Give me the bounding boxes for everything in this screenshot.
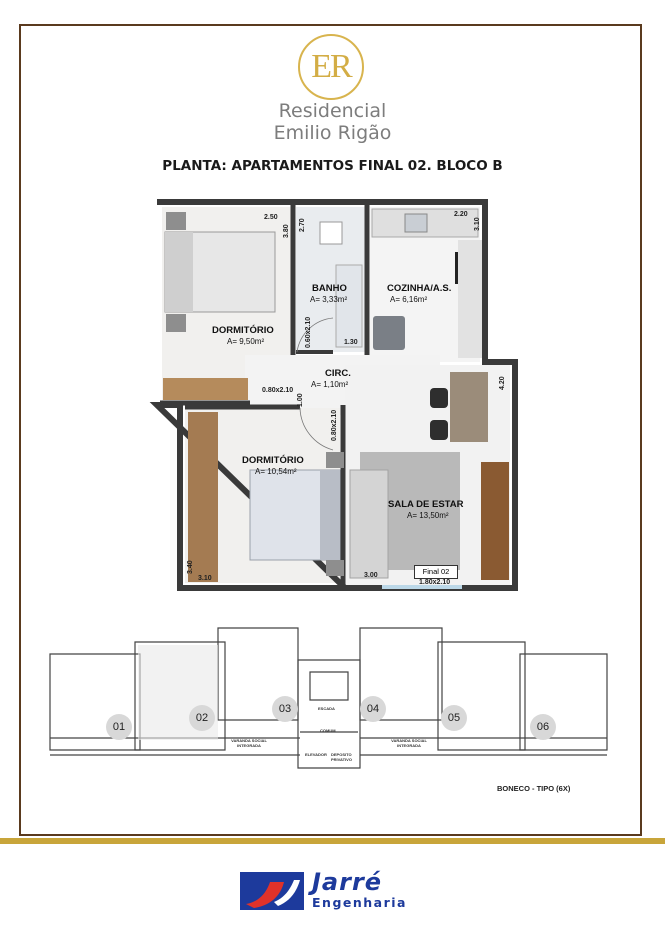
dim-bed2-width: 3.10	[198, 575, 212, 582]
nightstand-1b	[166, 314, 186, 332]
dim-window-living: 1.80x2.10	[419, 579, 451, 586]
nightstand-1a	[166, 212, 186, 230]
room-name-bath: BANHO	[312, 283, 347, 294]
side-counter	[458, 240, 482, 358]
nightstand-2b	[326, 560, 344, 576]
brand-name-line1: Residencial	[278, 100, 387, 122]
dim-bed2-height: 3.40	[187, 560, 194, 574]
label-balcony-right: VARANDA SOCIAL INTEGRADA	[391, 738, 427, 748]
dim-living-width: 3.00	[364, 572, 378, 579]
room-name-living: SALA DE ESTAR	[388, 499, 464, 510]
dining-table	[450, 372, 488, 442]
unit-marker-01: 01	[106, 714, 132, 740]
jarre-company-division: Engenharia	[312, 895, 407, 910]
chair-2	[430, 420, 448, 440]
sofa	[350, 470, 388, 578]
shower	[336, 265, 362, 347]
unit-marker-05: 05	[441, 705, 467, 731]
toilet	[320, 222, 342, 244]
dim-door-bath: 0.60x2.10	[305, 316, 312, 348]
washer	[373, 316, 405, 350]
room-area-kitchen: A= 6,16m²	[390, 295, 428, 304]
room-name-bedroom-2: DORMITÓRIO	[242, 455, 304, 466]
dim-living-height: 4.20	[499, 376, 506, 390]
room-name-kitchen: COZINHA/A.S.	[387, 283, 452, 294]
chair-1	[430, 388, 448, 408]
tv-cabinet	[481, 462, 509, 580]
dim-bath-height: 2.70	[299, 218, 306, 232]
label-private-storage: DEPOSITO PRIVATIVO	[331, 752, 352, 762]
plan-title: PLANTA: APARTAMENTOS FINAL 02. BLOCO B	[162, 158, 503, 174]
unit-marker-06: 06	[530, 714, 556, 740]
room-area-living: A= 13,50m²	[407, 511, 449, 520]
logo-monogram: ER	[311, 48, 351, 85]
unit-marker-03: 03	[272, 696, 298, 722]
wardrobe-2	[188, 412, 218, 582]
room-name-circ: CIRC.	[325, 368, 351, 379]
typical-floor-caption: BONECO - TIPO (6X)	[497, 784, 571, 793]
room-area-circ: A= 1,10m²	[311, 380, 349, 389]
room-area-bedroom-1: A= 9,50m²	[227, 337, 265, 346]
kitchen-sink	[405, 214, 427, 232]
dim-door-bed2: 0.80x2.10	[331, 409, 338, 441]
dim-door-bed1: 0.80x2.10	[262, 387, 294, 394]
wardrobe-1	[163, 378, 248, 400]
bed-2-headboard	[320, 470, 340, 560]
dim-bed1-width: 2.50	[264, 214, 278, 221]
dim-circ: 1.00	[297, 393, 304, 407]
label-elevator: ELEVADOR	[305, 752, 327, 757]
bed-1-headboard	[165, 232, 193, 312]
room-name-bedroom-1: DORMITÓRIO	[212, 325, 274, 336]
label-common: COMUM	[320, 728, 336, 733]
unit-marker-04: 04	[360, 696, 386, 722]
building-typical-floor	[0, 620, 665, 770]
label-balcony-left: VARANDA SOCIAL INTEGRADA	[231, 738, 267, 748]
jarre-logo-icon	[240, 872, 304, 910]
dim-bed1-height: 3.80	[283, 224, 290, 238]
jarre-company-name: Jarré	[312, 868, 383, 896]
nightstand-2a	[326, 452, 344, 468]
brand-name-line2: Emilio Rigão	[273, 122, 392, 144]
room-area-bath: A= 3,33m²	[310, 295, 348, 304]
dim-kitchen-height: 3.10	[474, 217, 481, 231]
room-area-bedroom-2: A= 10,54m²	[255, 467, 297, 476]
dim-shower: 1.30	[344, 339, 358, 346]
unit-marker-02: 02	[189, 705, 215, 731]
dim-kitchen-width: 2.20	[454, 211, 468, 218]
gold-divider	[0, 838, 665, 844]
label-stairs: ESCADA	[318, 706, 335, 711]
unit-tag: Final 02	[414, 565, 458, 579]
